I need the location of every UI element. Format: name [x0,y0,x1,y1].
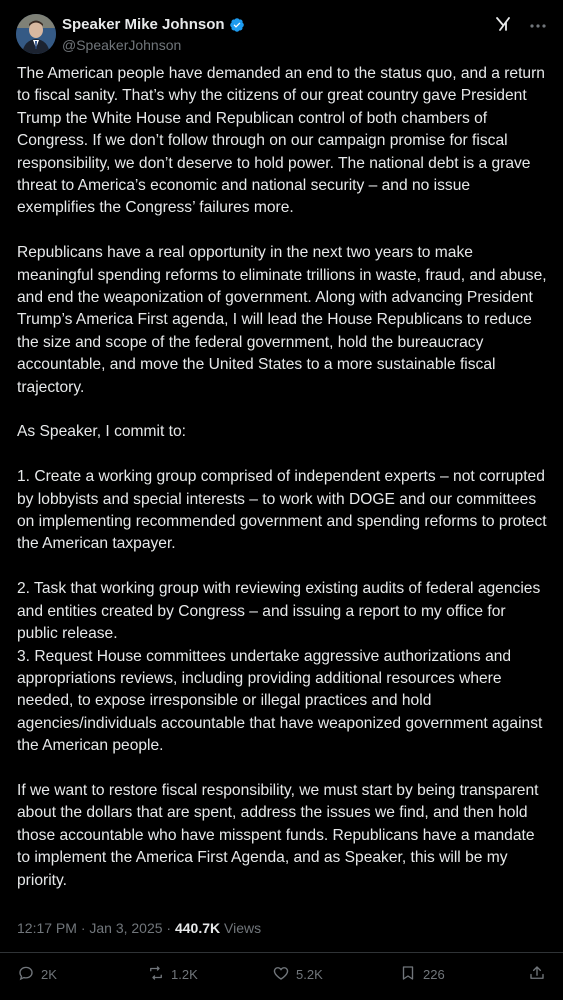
repost-icon [147,964,165,985]
bookmark-button[interactable] [399,964,445,985]
post-paragraph: Republicans have a real opportunity in the next two years to make meaningful spending reforms to eliminate trillions in waste, fraud, and abuse, and end the weaponization of government. Along with advancing President Trump’s America First agenda, I will lead the House Republicans to reduce the size and scope of the federal government, hold the bureaucracy accountable, and move the United States to a more sustainable fiscal trajectory. [17,244,547,396]
author-handle[interactable]: @SpeakerJohnson [62,37,182,53]
action-bar [17,964,546,992]
author-name-row[interactable] [62,15,245,35]
post-paragraph: 2. Task that working group with reviewing existing audits of federal agencies and entities created by Congress – and issuing a report to my office for public release. [17,580,541,643]
views-count: 440.7K [174,920,221,936]
post-paragraph: 3. Request House committees undertake aggressive authorizations and appropriations reviews, including providing additional resources where needed, to expose irresponsible or illegal practices and hold agencies/individuals accountable that have weaponized government against the American people. [17,647,543,755]
reply-button[interactable] [17,964,57,985]
share-button[interactable] [528,964,546,985]
post-paragraph: The American people have demanded an end to the status quo, and a return to fiscal sanity. That’s why the citizens of our great country gave President Trump the White House and Republican control of both chambers of Congress. If we don’t follow through on our campaign promise for fiscal responsibility, we don’t deserve to hold power. The national debt is a grave threat to America’s economic and national security – and no issue exemplifies the Congress’ failures more. [17,65,545,217]
reply-icon [17,964,35,985]
like-button[interactable] [272,964,323,985]
divider [0,952,563,953]
repost-button[interactable] [147,964,198,985]
bookmark-icon [399,964,417,985]
post-timestamp[interactable]: 12:17 PM · Jan 3, 2025 · [17,920,175,936]
reply-count: 2K [41,967,57,982]
repost-count: 1.2K [171,967,198,982]
avatar[interactable] [16,14,56,54]
bookmark-count: 226 [423,967,445,982]
post-paragraph: 1. Create a working group comprised of independent experts – not corrupted by lobbyists and special interests – to work with DOGE and our committees on implementing recommended government and spending reforms to protect the American taxpayer. [17,468,547,553]
more-options-icon[interactable] [529,17,547,37]
grok-icon[interactable] [495,16,511,37]
post-paragraph: As Speaker, I commit to: [17,423,186,441]
verified-badge-icon [229,17,245,33]
heart-icon [272,964,290,985]
post-header [16,12,547,56]
post-paragraph: If we want to restore fiscal responsibility, we must start by being transparent about the dollars that are spent, address the issues we find, and then hold those accountable who have misspent funds. Republicans have a mandate to implement the America First Agenda, and as Speaker, this will be my priority. [17,781,539,889]
like-count: 5.2K [296,967,323,982]
author-display-name[interactable]: Speaker Mike Johnson [62,16,225,33]
share-icon [528,964,546,985]
views-label: Views [220,920,262,936]
post-body [17,63,547,892]
post-meta [17,920,261,936]
